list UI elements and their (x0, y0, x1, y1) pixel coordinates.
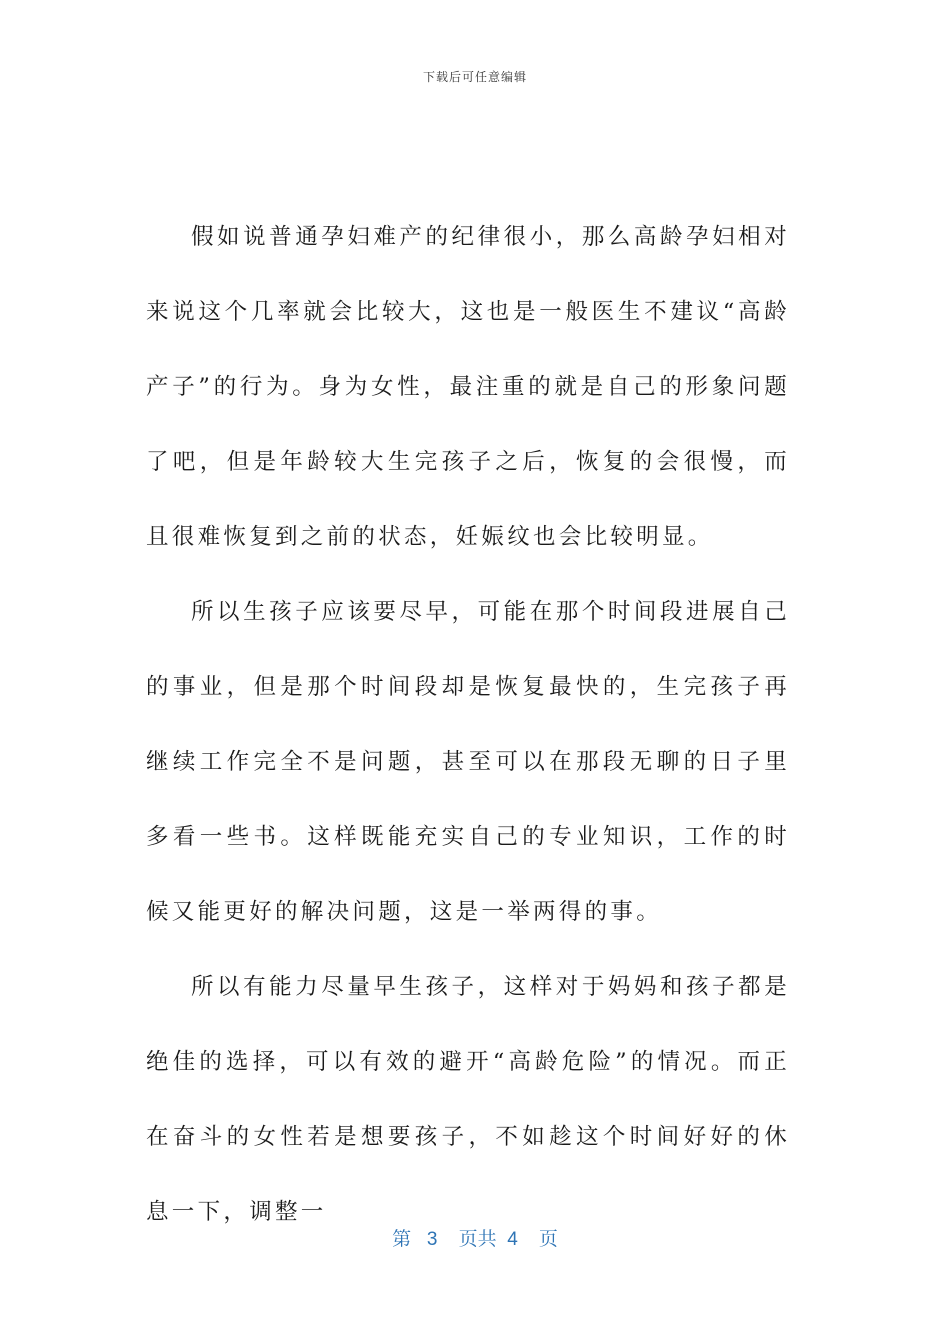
footer-current-page: 3 (426, 1229, 438, 1250)
page-header-note: 下载后可任意编辑 (422, 70, 527, 84)
paragraph-1: 假如说普通孕妇难产的纪律很小，那么高龄孕妇相对来说这个几率就会比较大，这也是一般医生不建议“高龄产子”的行为。身为女性，最注重的就是自己的形象问题了吧，但是年龄较大生完孩子之后，恢复的会很慢，而且很难恢复到之前的状态，妊娠纹也会比较明显。 (146, 224, 790, 550)
footer-suffix: 页 (538, 1229, 558, 1250)
paragraph-3: 所以有能力尽量早生孩子，这样对于妈妈和孩子都是绝佳的选择，可以有效的避开“高龄危险”的情况。而正在奋斗的女性若是想要孩子，不如趁这个时间好好的休息一下，调整一 (146, 974, 790, 1225)
footer-total-pages: 4 (507, 1229, 518, 1250)
footer-prefix: 第 (392, 1229, 412, 1250)
footer-middle: 页共 (458, 1229, 497, 1250)
document-body (146, 200, 790, 1250)
paragraph-2: 所以生孩子应该要尽早，可能在那个时间段进展自己的事业，但是那个时间段却是恢复最快的，生完孩子再继续工作完全不是问题，甚至可以在那段无聊的日子里多看一些书。这样既能充实自己的专业知识，工作的时候又能更好的解决问题，这是一举两得的事。 (146, 599, 790, 925)
page-footer (0, 1224, 950, 1251)
